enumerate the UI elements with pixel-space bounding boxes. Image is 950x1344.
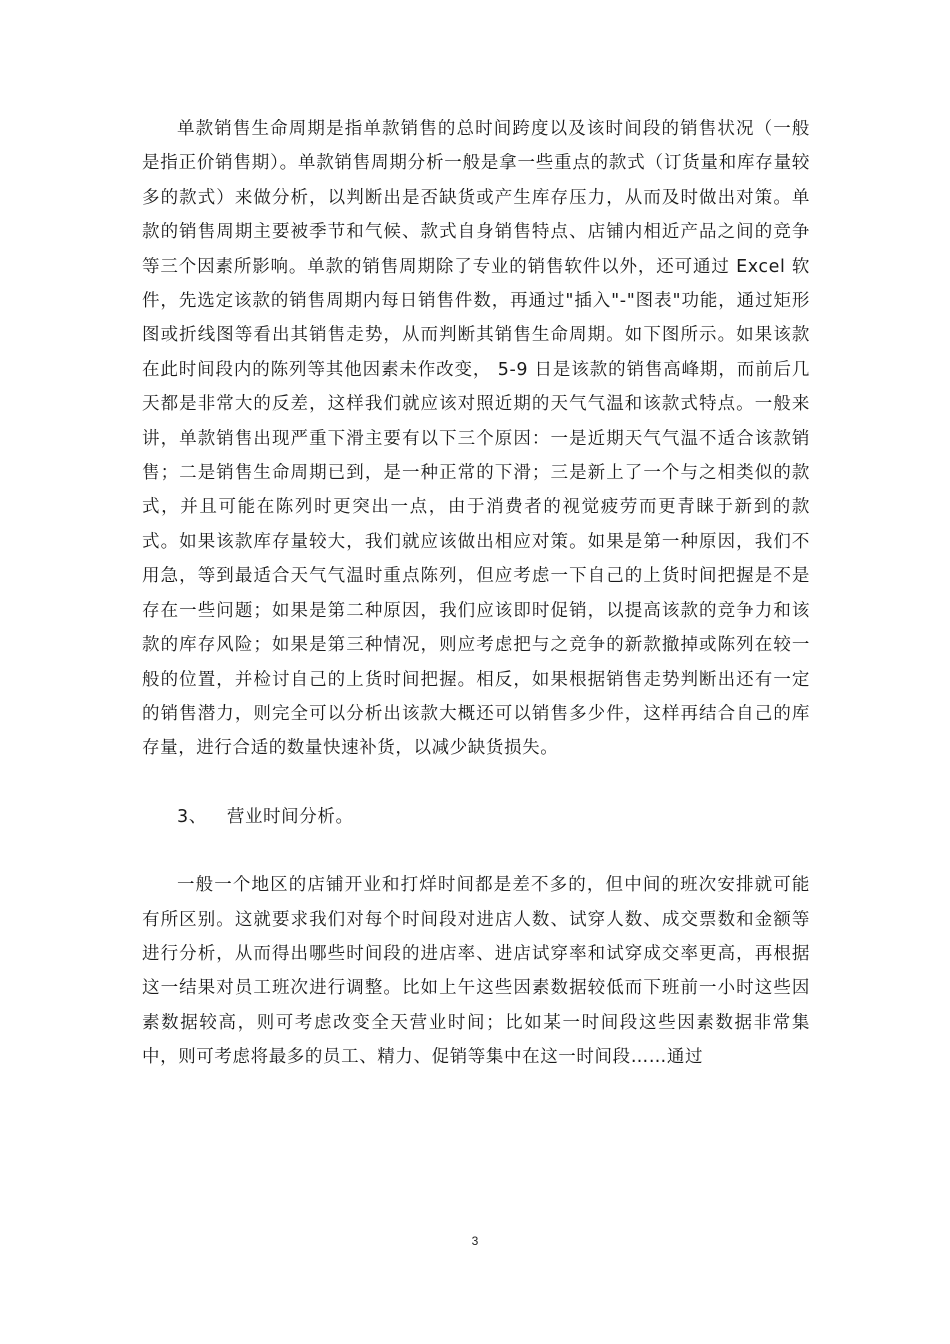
page-number: 3 <box>471 1234 479 1248</box>
paragraph-single-item-lifecycle: 单款销售生命周期是指单款销售的总时间跨度以及该时间段的销售状况（一般是指正价销售期）。单款销售周期分析一般是拿一些重点的款式（订货量和库存量较多的款式）来做分析，以判断出是否缺货或产生库存压力，从而及时做出对策。单款的销售周期主要被季节和气候、款式自身销售特点、店铺内相近产品之间的竞争等三个因素所影响。单款的销售周期除了专业的销售软件以外，还可通过 Excel 软件，先选定该款的销售周期内每日销售件数，再通过"插入"-"图表"功能，通过矩形图或折线图等看出其销售走势，从而判断其销售生命周期。如下图所示。如果该款在此时间段内的陈列等其他因素未作改变， 5-9 日是该款的销售高峰期，而前后几天都是非常大的反差，这样我们就应该对照近期的天气气温和该款式特点。一般来讲，单款销售出现严重下滑主要有以下三个原因：一是近期天气气温不适合该款销售；二是销售生命周期已到，是一种正常的下滑；三是新上了一个与之相类似的款式，并且可能在陈列时更突出一点，由于消费者的视觉疲劳而更青睐于新到的款式。如果该款库存量较大，我们就应该做出相应对策。如果是第一种原因，我们不用急，等到最适合天气气温时重点陈列，但应考虑一下自己的上货时间把握是不是存在一些问题；如果是第二种原因，我们应该即时促销，以提高该款的竞争力和该款的库存风险；如果是第三种情况，则应考虑把与之竞争的新款撤掉或陈列在较一般的位置，并检讨自己的上货时间把握。相反，如果根据销售走势判断出还有一定的销售潜力，则完全可以分析出该款大概还可以销售多少件，这样再结合自己的库存量，进行合适的数量快速补货，以减少缺货损失。 <box>142 119 810 759</box>
section-heading-number: 3、 <box>177 806 207 827</box>
section-heading <box>142 800 810 834</box>
document-body <box>142 112 810 1075</box>
paragraph-business-hours: 一般一个地区的店铺开业和打烊时间都是差不多的，但中间的班次安排就可能有所区别。这就要求我们对每个时间段对进店人数、试穿人数、成交票数和金额等进行分析，从而得出哪些时间段的进店率、进店试穿率和试穿成交率更高，再根据这一结果对员工班次进行调整。比如上午这些因素数据较低而下班前一小时这些因素数据较高，则可考虑改变全天营业时间；比如某一时间段这些因素数据非常集中，则可考虑将最多的员工、精力、促销等集中在这一时间段……通过 <box>142 875 810 1068</box>
section-heading-text: 营业时间分析。 <box>226 806 354 827</box>
